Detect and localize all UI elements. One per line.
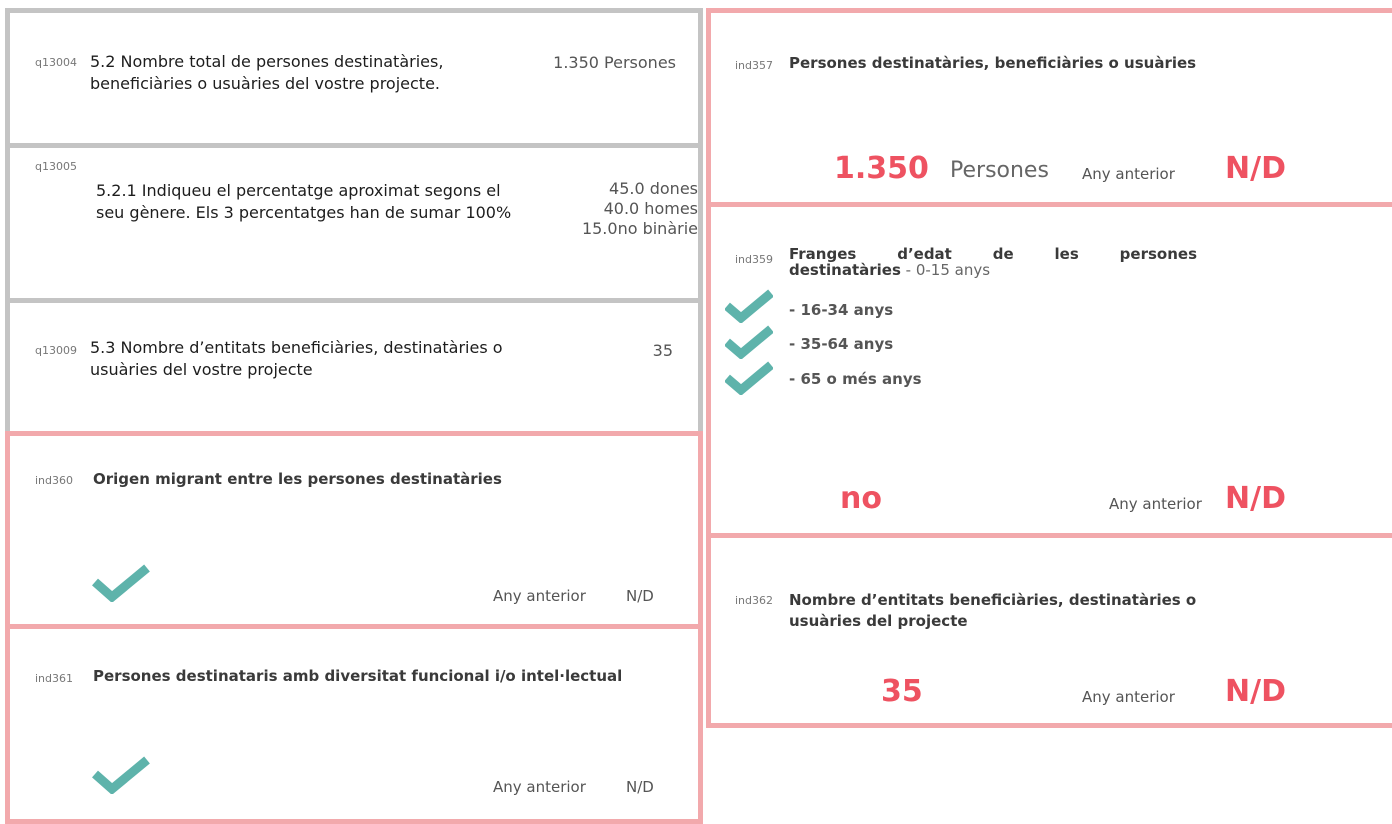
indicator-code: ind359 bbox=[735, 253, 774, 266]
question-card-q13004 bbox=[5, 8, 703, 148]
check-icon bbox=[92, 756, 150, 794]
prev-year-label: Any anterior bbox=[493, 778, 586, 796]
check-icon bbox=[725, 289, 773, 323]
question-text: 5.3 Nombre d’entitats beneficiàries, destinatàries o usuàries del vostre projecte bbox=[90, 338, 503, 379]
question-card-q13009 bbox=[5, 298, 703, 438]
prev-year-label: Any anterior bbox=[493, 587, 586, 605]
question-code: q13004 bbox=[35, 56, 77, 69]
question-card-q13005 bbox=[5, 143, 703, 303]
indicator-card-ind362 bbox=[706, 533, 1392, 728]
total-unit: Persones bbox=[950, 158, 1049, 183]
prev-year-value: N/D bbox=[1225, 674, 1286, 709]
indicator-code: ind361 bbox=[35, 672, 74, 685]
question-value: 35 bbox=[652, 341, 673, 360]
question-value: 1.350 Persones bbox=[553, 53, 676, 72]
prev-year-value: N/D bbox=[1225, 151, 1286, 186]
indicator-card-ind357 bbox=[706, 8, 1392, 207]
prev-year-label: Any anterior bbox=[1082, 165, 1175, 183]
value-dones: 45.0 dones bbox=[609, 179, 698, 198]
indicator-title: Nombre d’entitats beneficiàries, destinatàries o usuàries del projecte bbox=[789, 591, 1197, 630]
prev-year-value: N/D bbox=[626, 778, 654, 796]
gender-values bbox=[582, 179, 698, 239]
question-text: 5.2.1 Indiqueu el percentatge aproximat segons el seu gènere. Els 3 percentatges han de sumar 100% bbox=[96, 181, 512, 222]
prev-year-value: N/D bbox=[1225, 481, 1286, 516]
indicator-title: Origen migrant entre les persones destinatàries bbox=[93, 470, 502, 488]
indicator-card-ind361 bbox=[5, 624, 703, 824]
title-bold: destinatàries bbox=[789, 261, 901, 279]
age-range: - 35-64 anys bbox=[789, 335, 894, 353]
indicator-title-line2 bbox=[789, 262, 990, 278]
check-icon bbox=[725, 325, 773, 359]
indicator-card-ind359 bbox=[706, 202, 1392, 538]
question-code: q13005 bbox=[35, 160, 77, 173]
indicator-card-ind360 bbox=[5, 431, 703, 629]
indicator-title: Persones destinatàries, beneficiàries o usuàries bbox=[789, 54, 1197, 72]
answer-value: no bbox=[840, 481, 882, 516]
check-icon bbox=[725, 361, 773, 395]
total-value: 1.350 bbox=[834, 151, 929, 186]
age-range: - 16-34 anys bbox=[789, 301, 894, 319]
indicator-title: Franges d’edat de les persones bbox=[789, 245, 1197, 263]
prev-year-label: Any anterior bbox=[1109, 495, 1202, 513]
age-range: - 65 o més anys bbox=[789, 370, 922, 388]
value-homes: 40.0 homes bbox=[603, 199, 698, 218]
question-code: q13009 bbox=[35, 344, 77, 357]
question-text: 5.2 Nombre total de persones destinatàries, beneficiàries o usuàries del vostre projecte. bbox=[90, 52, 444, 93]
prev-year-label: Any anterior bbox=[1082, 688, 1175, 706]
total-value: 35 bbox=[881, 674, 923, 709]
indicator-code: ind360 bbox=[35, 474, 74, 487]
prev-year-value: N/D bbox=[626, 587, 654, 605]
indicator-title: Persones destinataris amb diversitat funcional i/o intel·lectual bbox=[93, 667, 623, 685]
indicator-code: ind362 bbox=[735, 594, 774, 607]
age-range-first: - 0-15 anys bbox=[900, 261, 991, 279]
indicator-code: ind357 bbox=[735, 59, 774, 72]
value-no-binarie: 15.0no binàrie bbox=[581, 219, 698, 238]
check-icon bbox=[92, 564, 150, 602]
